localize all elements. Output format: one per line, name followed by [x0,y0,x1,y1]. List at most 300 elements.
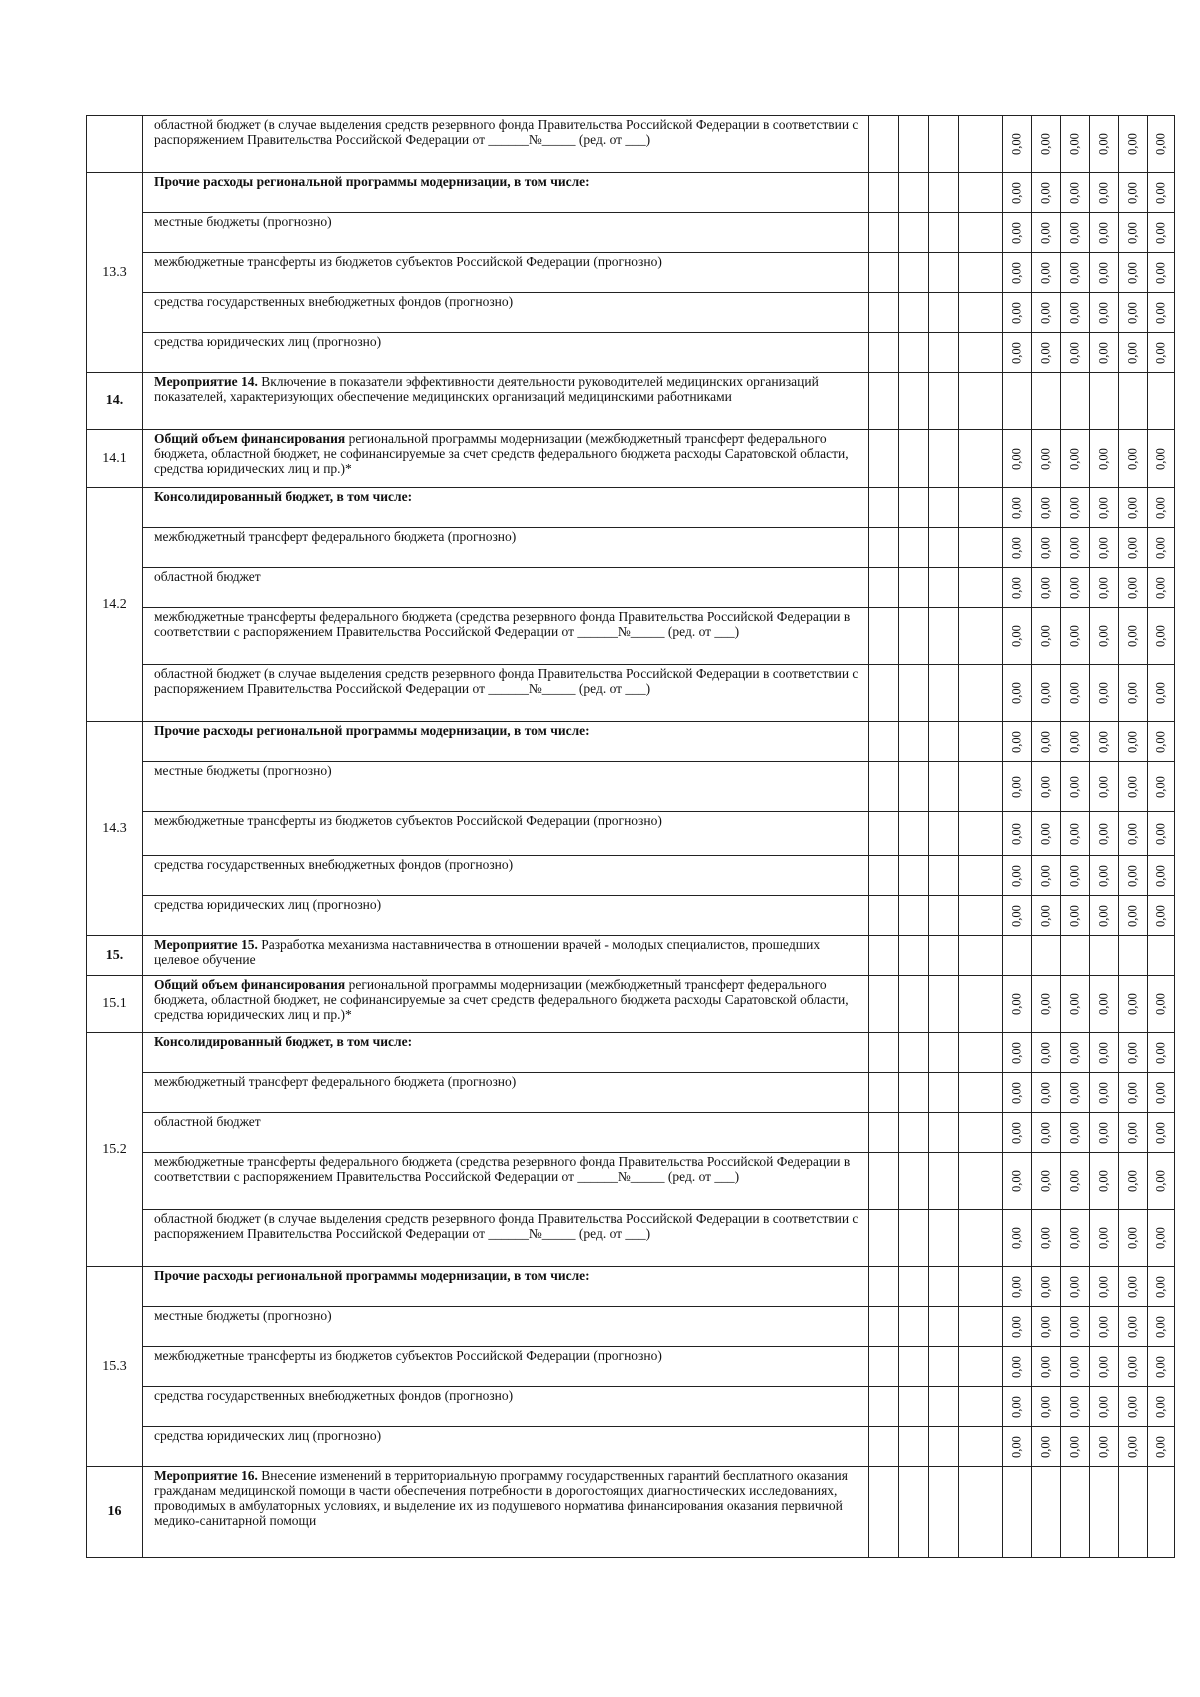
description-text: областной бюджет [154,1114,261,1129]
empty-cell [899,665,929,722]
value-text: 0,00 [1067,730,1082,753]
value-text: 0,00 [1153,261,1168,284]
value-text: 0,00 [1038,221,1053,244]
value-text: 0,00 [1067,1395,1082,1418]
value-cell [1148,173,1175,213]
value-cell [1119,1427,1148,1467]
value-cell [1090,1210,1119,1267]
empty-cell [929,1307,959,1347]
empty-cell [869,976,899,1033]
value-cell [1090,1387,1119,1427]
table-row [87,430,1175,488]
value-cell [1090,896,1119,936]
description-text: областной бюджет [154,569,261,584]
value-text: 0,00 [1067,1081,1082,1104]
empty-cell [929,976,959,1033]
value-cell [1119,1113,1148,1153]
value-cell [1119,253,1148,293]
empty-cell [899,1467,929,1558]
value-text: 0,00 [1125,181,1140,204]
empty-cell [959,488,1003,528]
value-cell [1061,976,1090,1033]
empty-cell [929,293,959,333]
value-text: 0,00 [1153,536,1168,559]
empty-cell [929,1387,959,1427]
table-row [87,1113,1175,1153]
description-text: средства юридических лиц (прогнозно) [154,897,382,912]
value-cell [1119,1210,1148,1267]
value-text: 0,00 [1096,1081,1111,1104]
value-text: 0,00 [1038,447,1053,470]
empty-cell [929,1073,959,1113]
value-text: 0,00 [1038,576,1053,599]
value-text: 0,00 [1038,1081,1053,1104]
value-cell [1148,1153,1175,1210]
description-text: областной бюджет (в случае выделения средств резервного фонда Правительства Российской Федерации в соответствии с распоряжением Правительства Российской Федерации от ______№_____ (ред. от ___) [154,666,859,696]
empty-cell [959,430,1003,488]
empty-cell [959,1307,1003,1347]
value-text: 0,00 [1153,625,1168,647]
empty-cell [959,568,1003,608]
empty-cell [959,976,1003,1033]
row-description [143,856,869,896]
value-cell [1119,976,1148,1033]
empty-cell [959,1033,1003,1073]
value-text: 0,00 [1009,341,1024,364]
empty-cell [869,116,899,173]
description-text: местные бюджеты (прогнозно) [154,763,332,778]
empty-cell [1003,1467,1032,1558]
empty-cell [869,1153,899,1210]
value-cell [1148,1307,1175,1347]
value-text: 0,00 [1038,993,1053,1015]
table-row [87,568,1175,608]
description-text: средства юридических лиц (прогнозно) [154,334,382,349]
value-text: 0,00 [1009,221,1024,244]
row-number: 14. [87,373,143,430]
value-cell [1148,856,1175,896]
description-bold-text: Общий объем финансирования [154,977,346,992]
value-cell [1090,722,1119,762]
row-description [143,568,869,608]
value-text: 0,00 [1009,1170,1024,1192]
row-description [143,608,869,665]
row-number [87,116,143,173]
empty-cell [1148,373,1175,430]
value-cell [1003,812,1032,856]
value-text: 0,00 [1096,730,1111,753]
value-cell [1119,896,1148,936]
value-text: 0,00 [1096,133,1111,155]
value-text: 0,00 [1153,775,1168,798]
empty-cell [899,812,929,856]
empty-cell [1032,1467,1061,1558]
row-description [143,116,869,173]
description-text: областной бюджет (в случае выделения средств резервного фонда Правительства Российской Федерации в соответствии с распоряжением Правительства Российской Федерации от ______№_____ (ред. от ___) [154,1211,859,1241]
row-number: 14.2 [87,488,143,722]
value-text: 0,00 [1153,1121,1168,1144]
value-text: 0,00 [1009,1041,1024,1064]
empty-cell [899,373,929,430]
description-bold-text: Прочие расходы региональной программы модернизации, в том числе: [154,1268,590,1283]
value-text: 0,00 [1125,1121,1140,1144]
description-text: региональной программы модернизации (межбюджетный трансферт федерального бюджета, областной бюджет, не софинансируемые за счет средств федерального бюджета расходы Саратовской области, средства юридических лиц и пр.)* [154,977,849,1022]
value-cell [1090,568,1119,608]
value-text: 0,00 [1096,536,1111,559]
value-text: 0,00 [1038,904,1053,927]
value-cell [1090,856,1119,896]
value-cell [1003,1347,1032,1387]
row-number: 15.3 [87,1267,143,1467]
value-text: 0,00 [1067,775,1082,798]
value-cell [1061,116,1090,173]
value-text: 0,00 [1125,261,1140,284]
value-text: 0,00 [1038,625,1053,647]
value-text: 0,00 [1153,993,1168,1015]
value-text: 0,00 [1038,1170,1053,1192]
value-cell [1090,293,1119,333]
value-text: 0,00 [1125,1227,1140,1249]
empty-cell [869,253,899,293]
empty-cell [1061,373,1090,430]
empty-cell [869,1113,899,1153]
empty-cell [899,762,929,812]
value-cell [1148,665,1175,722]
value-cell [1032,253,1061,293]
empty-cell [929,213,959,253]
empty-cell [929,722,959,762]
value-cell [1003,1267,1032,1307]
empty-cell [1090,1467,1119,1558]
value-text: 0,00 [1038,1275,1053,1298]
value-text: 0,00 [1153,181,1168,204]
empty-cell [1148,936,1175,976]
value-cell [1003,762,1032,812]
value-cell [1032,568,1061,608]
empty-cell [899,1113,929,1153]
empty-cell [929,116,959,173]
value-text: 0,00 [1009,625,1024,647]
empty-cell [929,1467,959,1558]
value-text: 0,00 [1153,1227,1168,1249]
description-text: межбюджетные трансферты федерального бюджета (средства резервного фонда Правительства Российской Федерации в соответствии с распоряжением Правительства Российской Федерации от ______№_____ (ред. от ___) [154,1154,851,1184]
value-cell [1032,812,1061,856]
value-cell [1090,173,1119,213]
row-description [143,1153,869,1210]
value-cell [1061,665,1090,722]
value-cell [1119,1033,1148,1073]
empty-cell [959,1113,1003,1153]
value-cell [1003,1073,1032,1113]
empty-cell [869,488,899,528]
value-cell [1003,1387,1032,1427]
value-text: 0,00 [1067,1121,1082,1144]
value-text: 0,00 [1153,496,1168,519]
value-text: 0,00 [1096,496,1111,519]
value-cell [1119,293,1148,333]
value-cell [1032,1307,1061,1347]
empty-cell [959,762,1003,812]
value-text: 0,00 [1096,625,1111,647]
value-cell [1003,1153,1032,1210]
value-cell [1119,722,1148,762]
value-text: 0,00 [1125,822,1140,845]
value-text: 0,00 [1067,993,1082,1015]
empty-cell [959,812,1003,856]
value-cell [1090,528,1119,568]
row-description [143,1387,869,1427]
value-cell [1032,1387,1061,1427]
empty-cell [899,936,929,976]
value-cell [1061,1267,1090,1307]
row-description [143,173,869,213]
value-cell [1119,213,1148,253]
value-text: 0,00 [1096,341,1111,364]
empty-cell [929,333,959,373]
table-row [87,1153,1175,1210]
row-description [143,1347,869,1387]
value-cell [1032,1210,1061,1267]
value-cell [1148,528,1175,568]
value-cell [1003,856,1032,896]
empty-cell [869,213,899,253]
value-text: 0,00 [1038,1355,1053,1378]
empty-cell [899,293,929,333]
row-description [143,488,869,528]
empty-cell [1119,1467,1148,1558]
value-text: 0,00 [1125,730,1140,753]
description-bold-text: Мероприятие 14. [154,374,258,389]
value-text: 0,00 [1067,261,1082,284]
empty-cell [959,333,1003,373]
value-cell [1003,896,1032,936]
value-cell [1032,173,1061,213]
value-cell [1032,293,1061,333]
empty-cell [869,333,899,373]
value-text: 0,00 [1009,775,1024,798]
empty-cell [899,333,929,373]
row-description [143,936,869,976]
empty-cell [869,568,899,608]
empty-cell [869,373,899,430]
row-description [143,1307,869,1347]
empty-cell [899,253,929,293]
value-text: 0,00 [1009,576,1024,599]
value-text: 0,00 [1125,625,1140,647]
value-cell [1003,293,1032,333]
value-text: 0,00 [1125,576,1140,599]
value-text: 0,00 [1096,864,1111,887]
value-cell [1090,1113,1119,1153]
empty-cell [959,293,1003,333]
value-cell [1032,762,1061,812]
value-text: 0,00 [1153,1170,1168,1192]
value-text: 0,00 [1125,341,1140,364]
row-description [143,333,869,373]
value-cell [1090,116,1119,173]
table-row [87,762,1175,812]
row-description [143,373,869,430]
row-description [143,528,869,568]
value-cell [1032,1033,1061,1073]
empty-cell [899,1387,929,1427]
row-number: 15.1 [87,976,143,1033]
row-description [143,253,869,293]
value-cell [1148,896,1175,936]
value-cell [1032,1113,1061,1153]
value-text: 0,00 [1009,1435,1024,1458]
value-text: 0,00 [1009,496,1024,519]
empty-cell [959,608,1003,665]
value-text: 0,00 [1038,261,1053,284]
table-row [87,293,1175,333]
empty-cell [899,976,929,1033]
value-cell [1061,1347,1090,1387]
value-cell [1061,812,1090,856]
funding-table [86,115,1175,1558]
value-cell [1148,812,1175,856]
empty-cell [1061,936,1090,976]
value-text: 0,00 [1125,1081,1140,1104]
value-text: 0,00 [1009,730,1024,753]
value-text: 0,00 [1038,730,1053,753]
empty-cell [869,812,899,856]
empty-cell [959,722,1003,762]
empty-cell [929,1113,959,1153]
value-cell [1003,213,1032,253]
value-cell [1032,856,1061,896]
value-text: 0,00 [1038,1395,1053,1418]
value-cell [1032,213,1061,253]
value-cell [1148,253,1175,293]
value-cell [1090,812,1119,856]
empty-cell [929,528,959,568]
row-description [143,430,869,488]
value-text: 0,00 [1067,625,1082,647]
empty-cell [869,896,899,936]
empty-cell [869,1387,899,1427]
value-cell [1061,1210,1090,1267]
row-description [143,722,869,762]
value-text: 0,00 [1009,181,1024,204]
empty-cell [929,856,959,896]
row-description [143,1427,869,1467]
value-cell [1061,173,1090,213]
value-cell [1061,1113,1090,1153]
description-text: средства государственных внебюджетных фондов (прогнозно) [154,857,514,872]
value-text: 0,00 [1067,301,1082,324]
value-cell [1148,722,1175,762]
empty-cell [1090,936,1119,976]
table-row [87,856,1175,896]
value-cell [1119,608,1148,665]
value-cell [1032,665,1061,722]
value-cell [1119,1073,1148,1113]
value-cell [1003,1113,1032,1153]
description-bold-text: Мероприятие 16. [154,1468,258,1483]
table-row [87,528,1175,568]
empty-cell [959,1387,1003,1427]
empty-cell [899,608,929,665]
value-cell [1061,430,1090,488]
value-text: 0,00 [1125,864,1140,887]
empty-cell [959,896,1003,936]
empty-cell [1003,936,1032,976]
table-row [87,896,1175,936]
value-text: 0,00 [1153,1435,1168,1458]
value-text: 0,00 [1009,904,1024,927]
empty-cell [869,1073,899,1113]
empty-cell [899,1427,929,1467]
row-description [143,976,869,1033]
empty-cell [1061,1467,1090,1558]
row-number: 15.2 [87,1033,143,1267]
value-cell [1148,1073,1175,1113]
description-text: межбюджетный трансферт федерального бюджета (прогнозно) [154,1074,517,1089]
description-text: областной бюджет (в случае выделения средств резервного фонда Правительства Российской Федерации в соответствии с распоряжением Правительства Российской Федерации от ______№_____ (ред. от ___) [154,117,859,147]
empty-cell [869,856,899,896]
value-cell [1119,488,1148,528]
value-cell [1032,488,1061,528]
value-cell [1061,568,1090,608]
value-cell [1061,722,1090,762]
value-cell [1119,173,1148,213]
value-cell [1003,976,1032,1033]
value-text: 0,00 [1038,1435,1053,1458]
value-cell [1003,608,1032,665]
activity-row [87,373,1175,430]
empty-cell [899,1307,929,1347]
value-cell [1090,333,1119,373]
value-cell [1003,568,1032,608]
value-text: 0,00 [1125,1355,1140,1378]
value-text: 0,00 [1038,864,1053,887]
value-cell [1032,528,1061,568]
empty-cell [959,373,1003,430]
empty-cell [1032,373,1061,430]
value-cell [1032,430,1061,488]
empty-cell [929,1267,959,1307]
table-row [87,608,1175,665]
value-cell [1119,1267,1148,1307]
value-cell [1148,116,1175,173]
value-text: 0,00 [1038,1227,1053,1249]
value-cell [1090,430,1119,488]
empty-cell [959,1210,1003,1267]
empty-cell [1032,936,1061,976]
empty-cell [959,665,1003,722]
empty-cell [929,1033,959,1073]
value-text: 0,00 [1096,181,1111,204]
row-description [143,1467,869,1558]
value-cell [1003,665,1032,722]
value-cell [1148,1033,1175,1073]
value-text: 0,00 [1067,904,1082,927]
value-cell [1003,1307,1032,1347]
value-cell [1003,333,1032,373]
empty-cell [869,528,899,568]
value-cell [1148,1427,1175,1467]
empty-cell [1148,1467,1175,1558]
value-text: 0,00 [1153,447,1168,470]
description-text: Разработка механизма наставничества в отношении врачей - молодых специалистов, прошедших целевое обучение [154,937,821,967]
description-text: местные бюджеты (прогнозно) [154,214,332,229]
value-cell [1032,1347,1061,1387]
value-text: 0,00 [1038,133,1053,155]
empty-cell [869,293,899,333]
value-cell [1090,213,1119,253]
description-bold-text: Консолидированный бюджет, в том числе: [154,489,413,504]
